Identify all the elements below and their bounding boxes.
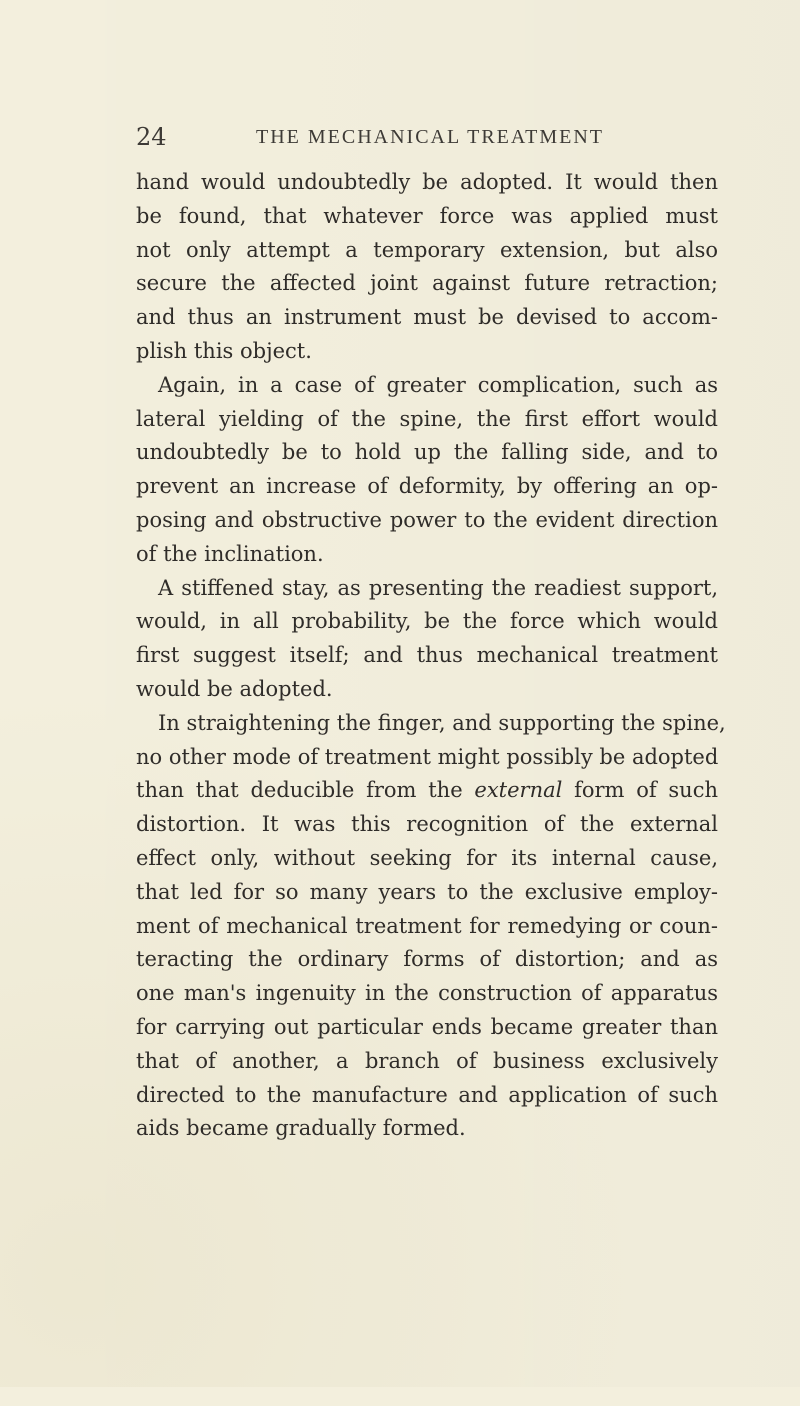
text-line: one man's ingenuity in the construction of apparatus — [136, 981, 718, 1006]
paragraph-first-line: Again, in a case of greater complication, such as — [158, 372, 718, 397]
text-line: of the inclination. — [136, 541, 324, 566]
text-line: for carrying out particular ends became greater than — [136, 1014, 718, 1039]
body-text — [136, 166, 726, 1406]
text-line: that of another, a branch of business exclusively — [136, 1048, 718, 1073]
text-line: ment of mechanical treatment for remedying or coun- — [136, 913, 718, 938]
text-line: plish this object. — [136, 338, 312, 363]
text-line: would be adopted. — [136, 676, 333, 701]
text-line: teracting the ordinary forms of distortion; and as — [136, 947, 718, 972]
running-head: THE MECHANICAL TREATMENT — [256, 126, 604, 148]
text-line: would, in all probability, be the force which would — [136, 609, 718, 634]
page-number: 24 — [136, 123, 167, 151]
italic-word: external — [474, 778, 563, 803]
text-line: prevent an increase of deformity, by offering an op- — [136, 474, 718, 499]
text-line: effect only, without seeking for its internal cause, — [136, 845, 718, 870]
page-header — [136, 118, 716, 156]
text-line: no other mode of treatment might possibly be adopted — [136, 744, 719, 769]
text-line: directed to the manufacture and application of such — [136, 1082, 718, 1107]
text-line: distortion. It was this recognition of the external — [136, 812, 718, 837]
text-segment: than that deducible from the — [136, 778, 463, 803]
text-line: first suggest itself; and thus mechanical treatment — [136, 643, 718, 668]
text-line-with-italic — [136, 774, 718, 808]
text-line: posing and obstructive power to the evident direction — [136, 507, 718, 532]
text-line: and thus an instrument must be devised to accom- — [136, 305, 718, 330]
text-segment: form of such — [574, 778, 718, 803]
text-line: hand would undoubtedly be adopted. It would then — [136, 170, 718, 194]
text-line: lateral yielding of the spine, the first effort would — [136, 406, 718, 431]
text-line: undoubtedly be to hold up the falling side, and to — [136, 440, 718, 465]
text-line: secure the affected joint against future retraction; — [136, 271, 718, 296]
paragraph-first-line: In straightening the finger, and supporting the spine, — [158, 710, 726, 735]
text-line: be found, that whatever force was applied must — [136, 203, 718, 228]
paragraph-first-line: A stiffened stay, as presenting the readiest support, — [158, 575, 718, 600]
text-line: aids became gradually formed. — [136, 1116, 466, 1141]
text-line: that led for so many years to the exclusive employ- — [136, 879, 718, 904]
text-line: not only attempt a temporary extension, but also — [136, 237, 718, 262]
